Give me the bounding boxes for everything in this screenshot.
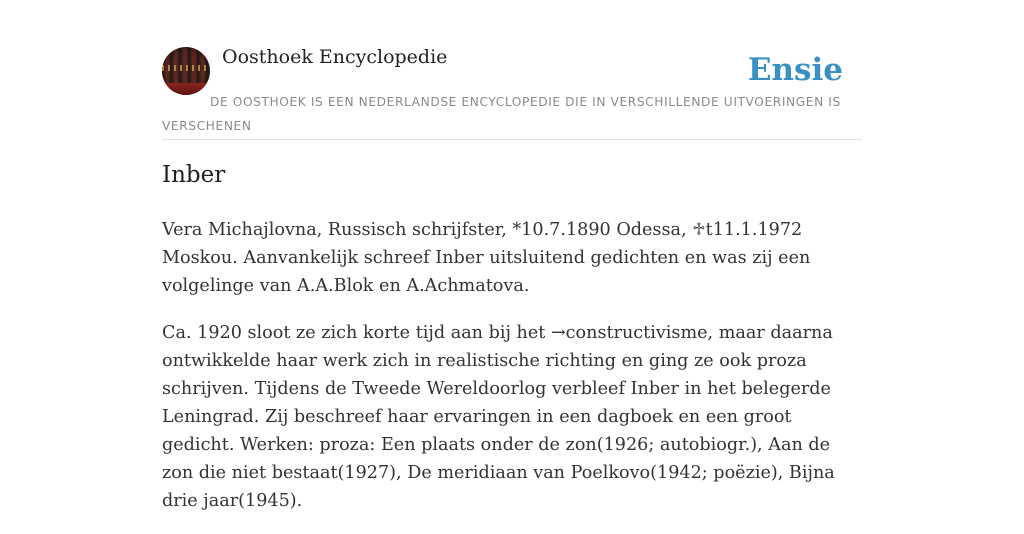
article-body [162, 216, 862, 534]
header-divider [162, 139, 862, 140]
site-title[interactable]: Oosthoek Encyclopedie [222, 46, 448, 68]
article-paragraph: Ca. 1920 sloot ze zich korte tijd aan bij het →constructivisme, maar daarna ontwikkelde haar werk zich in realistische richting en ging ze ook proza schrijven. Tijdens de Tweede Wereldoorlog verbleef Inber in het belegerde Leningrad. Zij beschreef haar ervaringen in een dagboek en een groot gedicht. Werken: proza: Een plaats onder de zon(1926; autobiogr.), Aan de zon die niet bestaat(1927), De meridiaan van Poelkovo(1942; poëzie), Bijna drie jaar(1945). [162, 323, 835, 511]
brand-logo[interactable]: Ensie [747, 52, 843, 88]
avatar[interactable] [162, 47, 210, 95]
article-paragraph: Vera Michajlovna, Russisch schrijfster, *10.7.1890 Odessa, ♱t11.1.1972 Moskou. Aanvankelijk schreef Inber uitsluitend gedichten en was zij een volgelinge van A.A.Blok en A.Achmatova. [162, 220, 811, 296]
article-title: Inber [162, 162, 226, 188]
site-tagline: DE OOSTHOEK IS EEN NEDERLANDSE ENCYCLOPEDIE DIE IN VERSCHILLENDE UITVOERINGEN IS VERSCHENEN [162, 95, 841, 133]
